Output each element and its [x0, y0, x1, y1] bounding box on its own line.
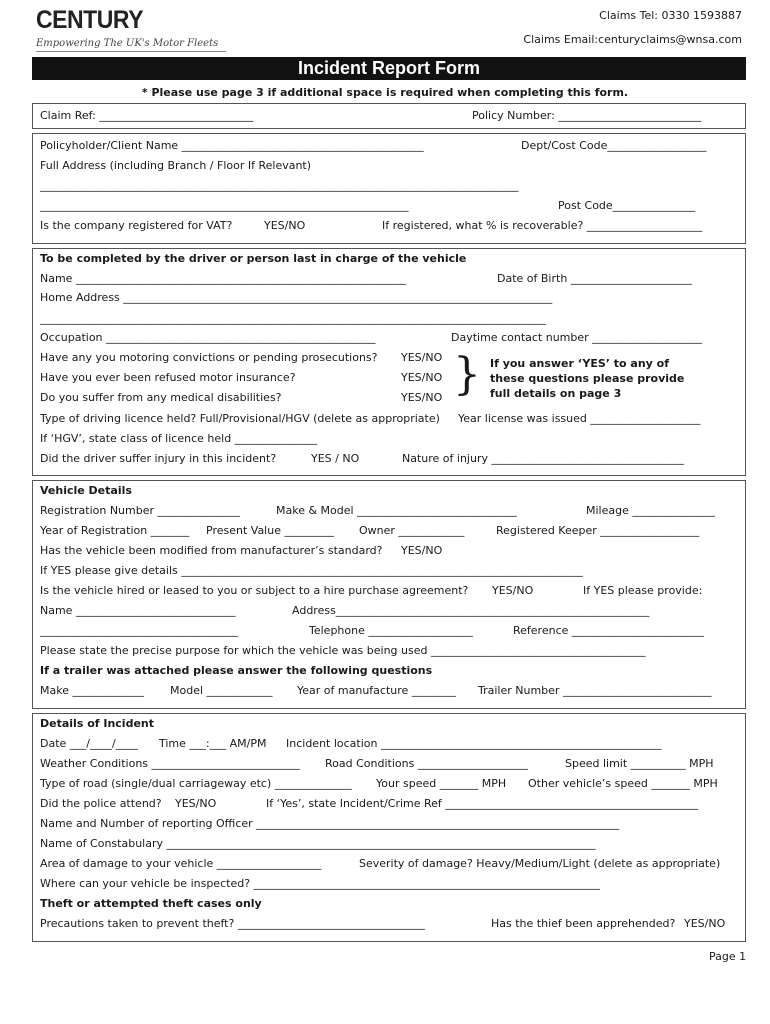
driver-section-heading: To be completed by the driver or person last in charge of the vehicle — [40, 252, 467, 265]
vat-yes-no-option[interactable]: YES/NO — [264, 219, 306, 232]
address-line-1-field[interactable]: _______________________________________________________________________________________ — [40, 179, 519, 192]
yes-answer-note — [490, 356, 684, 401]
damage-area-field[interactable]: Area of damage to your vehicle ___________________ — [40, 857, 322, 870]
hire-telephone-field[interactable]: Telephone ___________________ — [309, 624, 473, 637]
vehicle-hired-question: Is the vehicle hired or leased to you or subject to a hire purchase agreement? — [40, 584, 469, 597]
mileage-field[interactable]: Mileage _______________ — [586, 504, 715, 517]
claims-telephone: Claims Tel: 0330 1593887 — [599, 9, 742, 22]
year-of-registration-field[interactable]: Year of Registration _______ — [40, 524, 190, 537]
crime-reference-field[interactable]: If ‘Yes’, state Incident/Crime Ref ______________________________________________ — [266, 797, 699, 810]
hire-company-address-field[interactable]: Address_________________________________________________________ — [292, 604, 650, 617]
refused-yes-no-option[interactable]: YES/NO — [401, 371, 443, 384]
licence-year-field[interactable]: Year license was issued ____________________ — [458, 412, 701, 425]
thief-apprehended-question: Has the thief been apprehended? — [491, 917, 676, 930]
weather-conditions-field[interactable]: Weather Conditions ___________________________ — [40, 757, 301, 770]
nature-of-injury-field[interactable]: Nature of injury ___________________________________ — [402, 452, 684, 465]
vat-recoverable-field[interactable]: If registered, what % is recoverable? _____________________ — [382, 219, 703, 232]
incident-details-heading: Details of Incident — [40, 717, 155, 730]
claim-ref-field[interactable]: Claim Ref: ____________________________ — [40, 109, 254, 122]
modification-details-field[interactable]: If YES please give details _________________________________________________________________________ — [40, 564, 583, 577]
date-of-birth-field[interactable]: Date of Birth ______________________ — [497, 272, 692, 285]
vehicle-modified-question: Has the vehicle been modified from manufacturer’s standard? — [40, 544, 383, 557]
incident-location-field[interactable]: Incident location ___________________________________________________ — [286, 737, 662, 750]
constabulary-field[interactable]: Name of Constabulary ______________________________________________________________________________ — [40, 837, 596, 850]
road-conditions-field[interactable]: Road Conditions ____________________ — [325, 757, 528, 770]
driver-injury-question: Did the driver suffer injury in this incident? — [40, 452, 277, 465]
if-yes-provide-label: If YES please provide: — [583, 584, 703, 597]
occupation-field[interactable]: Occupation _________________________________________________ — [40, 331, 376, 344]
hire-reference-field[interactable]: Reference ________________________ — [513, 624, 704, 637]
century-logo: CENTURY — [36, 6, 144, 34]
road-type-field[interactable]: Type of road (single/dual carriageway etc) ______________ — [40, 777, 352, 790]
present-value-field[interactable]: Present Value _________ — [206, 524, 334, 537]
theft-heading: Theft or attempted theft cases only — [40, 897, 262, 910]
incident-date-field[interactable]: Date ___/____/____ — [40, 737, 138, 750]
police-yes-no-option[interactable]: YES/NO — [175, 797, 217, 810]
convictions-question: Have any you motoring convictions or pending prosecutions? — [40, 351, 378, 364]
additional-space-note: * Please use page 3 if additional space is required when completing this form. — [141, 86, 629, 99]
dept-cost-code-field[interactable]: Dept/Cost Code__________________ — [521, 139, 707, 152]
speed-limit-field[interactable]: Speed limit __________ MPH — [565, 757, 714, 770]
vehicle-purpose-field[interactable]: Please state the precise purpose for which the vehicle was being used _______________________________________ — [40, 644, 646, 657]
form-title: Incident Report Form — [32, 57, 746, 80]
hgv-class-field[interactable]: If ‘HGV’, state class of licence held _______________ — [40, 432, 318, 445]
post-code-field[interactable]: Post Code_______________ — [558, 199, 696, 212]
refused-insurance-question: Have you ever been refused motor insurance? — [40, 371, 296, 384]
registered-keeper-field[interactable]: Registered Keeper __________________ — [496, 524, 700, 537]
vat-question: Is the company registered for VAT? — [40, 219, 233, 232]
trailer-make-field[interactable]: Make _____________ — [40, 684, 144, 697]
trailer-heading: If a trailer was attached please answer the following questions — [40, 664, 433, 677]
policyholder-name-field[interactable]: Policyholder/Client Name ____________________________________________ — [40, 139, 424, 152]
trailer-year-field[interactable]: Year of manufacture ________ — [297, 684, 456, 697]
make-model-field[interactable]: Make & Model _____________________________ — [276, 504, 517, 517]
tagline: Empowering The UK's Motor Fleets — [36, 38, 219, 49]
yes-answer-note-line-3: full details on page 3 — [490, 387, 622, 400]
licence-type-field[interactable]: Type of driving licence held? Full/Provisional/HGV (delete as appropriate) — [40, 412, 440, 425]
modified-yes-no-option[interactable]: YES/NO — [401, 544, 443, 557]
trailer-number-field[interactable]: Trailer Number ___________________________ — [478, 684, 712, 697]
convictions-yes-no-option[interactable]: YES/NO — [401, 351, 443, 364]
owner-field[interactable]: Owner ____________ — [359, 524, 465, 537]
inspection-location-field[interactable]: Where can your vehicle be inspected? _______________________________________________________________ — [40, 877, 601, 890]
disabilities-yes-no-option[interactable]: YES/NO — [401, 391, 443, 404]
damage-severity-field[interactable]: Severity of damage? Heavy/Medium/Light (delete as appropriate) — [359, 857, 721, 870]
claims-email: Claims Email:centuryclaims@wnsa.com — [523, 33, 742, 46]
theft-precautions-field[interactable]: Precautions taken to prevent theft? __________________________________ — [40, 917, 425, 930]
reporting-officer-field[interactable]: Name and Number of reporting Officer __________________________________________________________________ — [40, 817, 620, 830]
home-address-line-field[interactable]: ____________________________________________________________________________________________ — [40, 312, 546, 325]
full-address-label: Full Address (including Branch / Floor If Relevant) — [40, 159, 312, 172]
policy-number-field[interactable]: Policy Number: __________________________ — [472, 109, 702, 122]
injury-yes-no-option[interactable]: YES / NO — [311, 452, 360, 465]
your-speed-field[interactable]: Your speed _______ MPH — [376, 777, 507, 790]
disabilities-question: Do you suffer from any medical disabilities? — [40, 391, 282, 404]
trailer-model-field[interactable]: Model ____________ — [170, 684, 273, 697]
daytime-contact-field[interactable]: Daytime contact number ____________________ — [451, 331, 703, 344]
hire-address-line-field[interactable]: ____________________________________ — [40, 624, 238, 637]
hire-company-name-field[interactable]: Name _____________________________ — [40, 604, 236, 617]
driver-name-field[interactable]: Name ____________________________________________________________ — [40, 272, 406, 285]
police-attend-question: Did the police attend? — [40, 797, 162, 810]
apprehended-yes-no-option[interactable]: YES/NO — [684, 917, 726, 930]
hired-yes-no-option[interactable]: YES/NO — [492, 584, 534, 597]
incident-time-field[interactable]: Time ___:___ AM/PM — [159, 737, 267, 750]
other-vehicle-speed-field[interactable]: Other vehicle’s speed _______ MPH — [528, 777, 718, 790]
tagline-divider — [36, 51, 226, 52]
brace-symbol: } — [453, 349, 481, 400]
home-address-field[interactable]: Home Address ______________________________________________________________________________ — [40, 291, 553, 304]
address-line-2-field[interactable]: ___________________________________________________________________ — [40, 199, 409, 212]
registration-number-field[interactable]: Registration Number _______________ — [40, 504, 241, 517]
vehicle-details-heading: Vehicle Details — [40, 484, 132, 497]
page-number: Page 1 — [709, 950, 747, 963]
yes-answer-note-line-2: these questions please provide — [490, 372, 685, 385]
yes-answer-note-line-1: If you answer ‘YES’ to any of — [490, 357, 670, 370]
